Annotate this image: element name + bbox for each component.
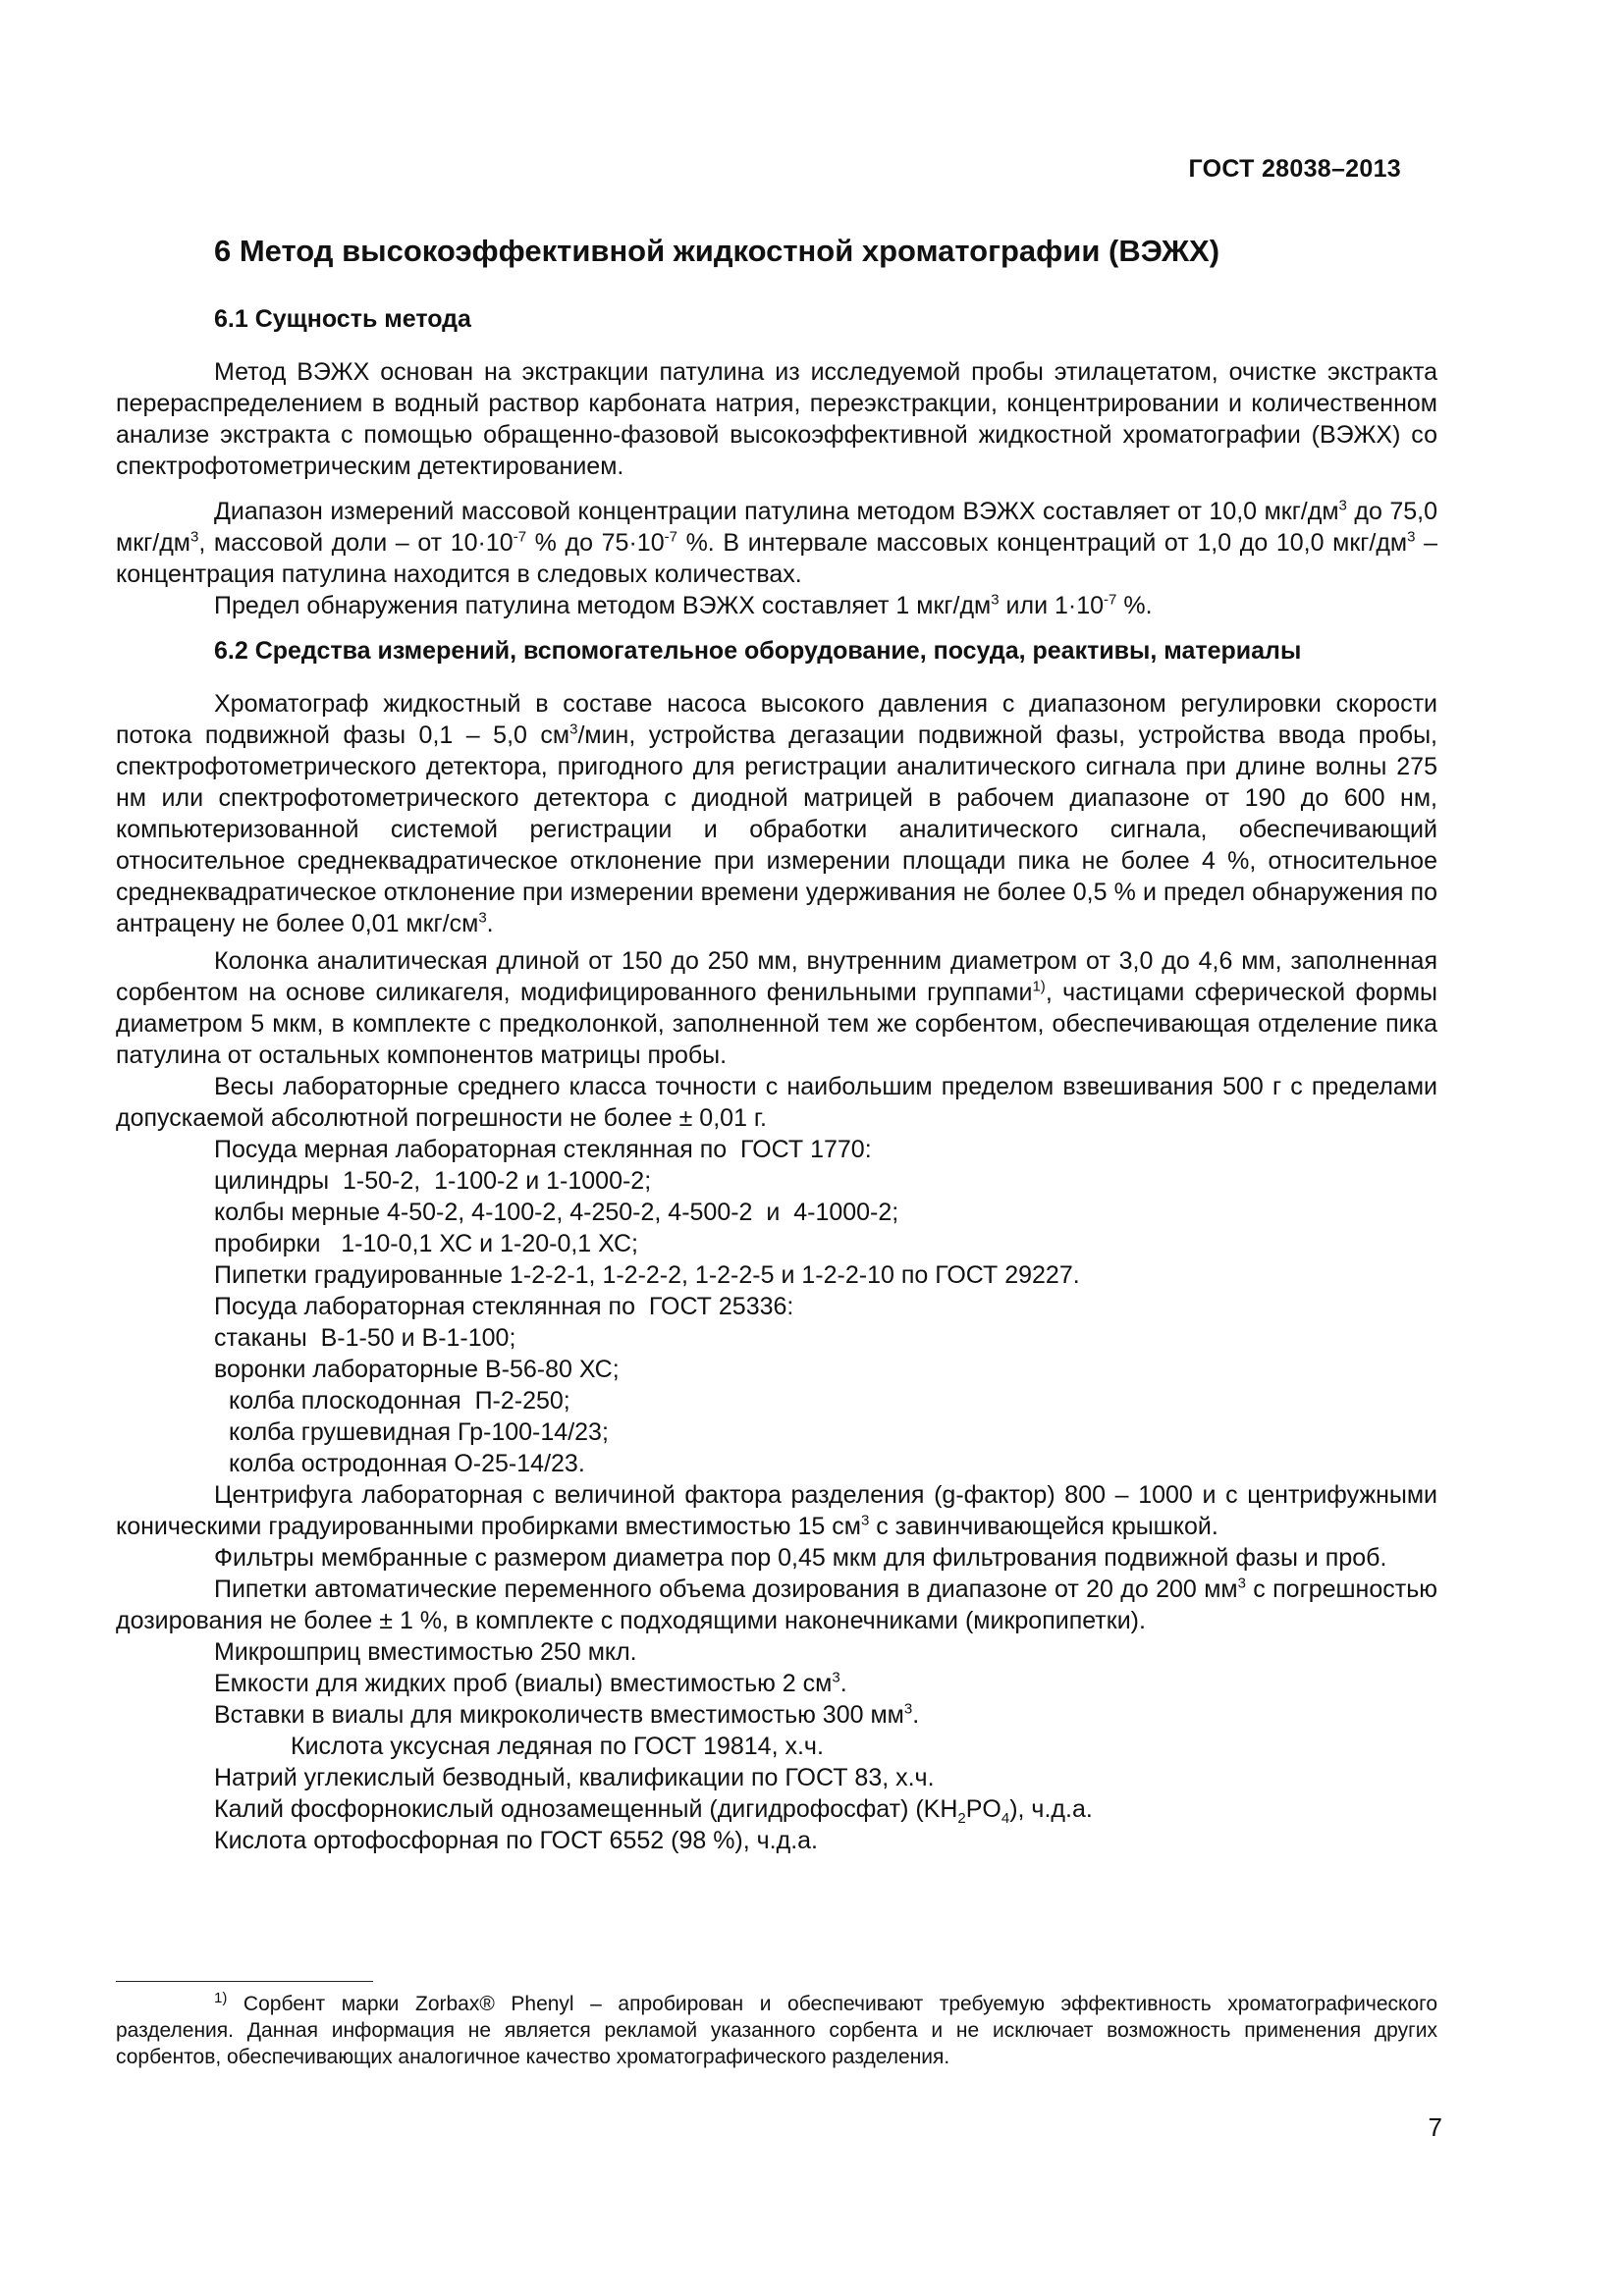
- list-item: колба грушевидная Гр-100-14/23;: [229, 1418, 609, 1446]
- page-content: [116, 233, 1437, 1856]
- subsection-heading-6-2: 6.2 Средства измерений, вспомогательное оборудование, посуда, реактивы, материалы: [214, 637, 1302, 665]
- paragraph-scales: Весы лабораторные среднего класса точности с наибольшим пределом взвешивания 500 г с пределами допускаемой абсолютной погрешности не более ± 0,01 г.: [116, 1073, 1437, 1132]
- list-item: Кислота ортофосфорная по ГОСТ 6552 (98 %), ч.д.а.: [214, 1827, 818, 1854]
- list-item: стаканы В-1-50 и В-1-100;: [214, 1324, 516, 1352]
- subsection-heading-6-1: 6.1 Сущность метода: [214, 305, 471, 333]
- footnote-divider: [116, 1981, 373, 1982]
- footnote-reference: 1): [1032, 978, 1046, 995]
- list-item: колба остродонная О-25-14/23.: [229, 1450, 585, 1477]
- list-item: Емкости для жидких проб (виалы) вместимостью 2 $см^3$.: [214, 1669, 847, 1697]
- paragraph-centrifuge: Центрифуга лабораторная с величиной фактора разделения (g-фактор) 800 – 1000 и с центрифужными коническими градуированными пробирками вместимостью 15 $см^3$ с завинчивающейся крышкой.: [116, 1481, 1437, 1540]
- paragraph-detection-limit: Предел обнаружения патулина методом ВЭЖХ составляет 1 мкг/$дм^3$ или $1\cdot 10^{-7}$ %.: [214, 591, 1153, 619]
- list-item: колба плоскодонная П-2-250;: [229, 1387, 570, 1415]
- paragraph-auto-pipettes: Пипетки автоматические переменного объема дозирования в диапазоне от 20 до 200 $мм^3$ с погрешностью дозирования не более ± 1 %, в комплекте с подходящими наконечниками (микропипетки).: [116, 1575, 1437, 1634]
- paragraph-chromatograph: Хроматограф жидкостный в составе насоса высокого давления с диапазоном регулировки скорости потока подвижной фазы 0,1 – 5,0 $см^3$/мин, устройства дегазации подвижной фазы, устройства ввода пробы, спектрофотометрического детектора, пригодного для регистрации аналитического сигнала при длине волны 275 нм или спектрофотометрического детектора с диодной матрицей в рабочем диапазоне от 190 до 600 нм, компьютеризованной системой регистрации и обработки аналитического сигнала, обеспечивающий относительное среднеквадратическое отклонение при измерении площади пика не более 4 %, относительное среднеквадратическое отклонение при измерении времени удерживания не более 0,5 % и предел обнаружения по антрацену не более 0,01 мкг/$см^3$.: [116, 690, 1437, 937]
- list-item: Посуда мерная лабораторная стеклянная по ГОСТ 1770:: [214, 1136, 872, 1163]
- paragraph-method-essence: Метод ВЭЖХ основан на экстракции патулина из исследуемой пробы этилацетатом, очистке экстракта перераспределением в водный раствор карбоната натрия, переэкстракции, концентрировании и количественном анализе экстракта с помощью обращенно-фазовой высокоэффективной жидкостной хроматографии (ВЭЖХ) со спектрофотометрическим детектированием.: [116, 358, 1437, 480]
- list-item: Микрошприц вместимостью 250 мкл.: [214, 1638, 637, 1666]
- list-item: Вставки в виалы для микроколичеств вместимостью 300 $мм^3$.: [214, 1700, 920, 1729]
- paragraph-filters: Фильтры мембранные с размером диаметра пор 0,45 мкм для фильтрования подвижной фазы и проб.: [214, 1544, 1387, 1572]
- list-item: колбы мерные 4-50-2, 4-100-2, 4-250-2, 4-500-2 и 4-1000-2;: [214, 1199, 899, 1226]
- list-item: воронки лабораторные В-56-80 ХС;: [214, 1356, 620, 1383]
- list-item: Натрий углекислый безводный, квалификации по ГОСТ 83, х.ч.: [214, 1764, 935, 1791]
- list-item: Посуда лабораторная стеклянная по ГОСТ 25336:: [214, 1293, 794, 1320]
- footnote-marker: 1): [214, 1990, 228, 2006]
- paragraph-column: Колонка аналитическая длиной от 150 до 250 мм, внутренним диаметром от 3,0 до 4,6 мм, заполненная сорбентом на основе силикагеля, модифицированного фенильными группами$^{1)}$, частицами сферической формы диаметром 5 мкм, в комплекте с предколонкой, заполненной тем же сорбентом, обеспечивающая отделение пика патулина от остальных компонентов матрицы пробы.: [116, 947, 1437, 1069]
- list-item: пробирки 1-10-0,1 ХС и 1-20-0,1 ХС;: [214, 1230, 638, 1257]
- footnote: $^{1)}$ Сорбент марки Zorbax® Phenyl – апробирован и обеспечивают требуемую эффективность хроматографического разделения. Данная информация не является рекламой указанного сорбента и не исключает возможность применения других сорбентов, обеспечивающих аналогичное качество хроматографического разделения.: [116, 1990, 1437, 2068]
- list-item: Пипетки градуированные 1-2-2-1, 1-2-2-2, 1-2-2-5 и 1-2-2-10 по ГОСТ 29227.: [214, 1261, 1080, 1289]
- paragraph-measurement-range: Диапазон измерений массовой концентрации патулина методом ВЭЖХ составляет от 10,0 мкг/$дм^3$ до 75,0 мкг/$дм^3$, массовой доли – от $10\cdot 10^{-7}$ % до $75\cdot 10^{-7}$ %. В интервале массовых концентраций от 1,0 до 10,0 мкг/$дм^3$ – концентрация патулина находится в следовых количествах.: [116, 497, 1438, 588]
- section-title: 6 Метод высокоэффективной жидкостной хроматографии (ВЭЖХ): [214, 234, 1220, 268]
- list-item: Калий фосфорнокислый однозамещенный (дигидрофосфат) $(KH_2PO_4)$, ч.д.а.: [214, 1795, 1093, 1827]
- list-item: цилиндры 1-50-2, 1-100-2 и 1-1000-2;: [214, 1167, 652, 1195]
- standard-header: ГОСТ 28038–2013: [1188, 155, 1401, 183]
- list-item: Кислота уксусная ледяная по ГОСТ 19814, х.ч.: [291, 1733, 824, 1760]
- page-number: 7: [1428, 2112, 1442, 2142]
